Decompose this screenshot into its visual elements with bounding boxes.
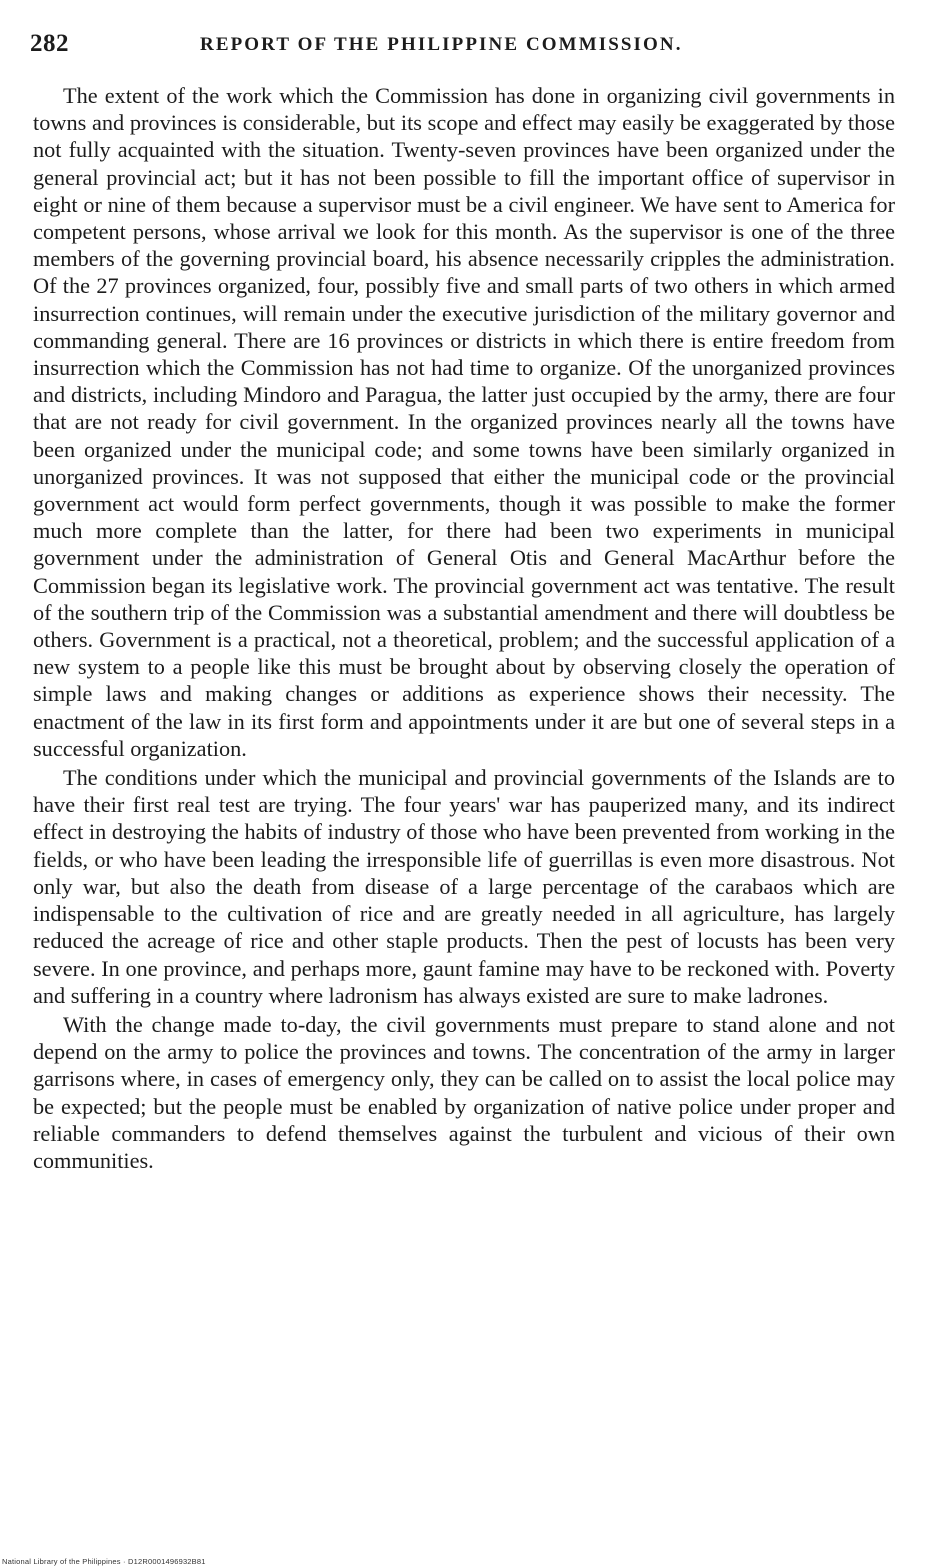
paragraph-organization: The extent of the work which the Commission has done in organizing civil governments in towns and provinces is considerable, but its scope and effect may easily be exaggerated by those not fully acquainted with the situation. Twenty-seven provinces have been organized under the general provincial act; but it has not been possible to fill the important office of supervisor in eight or nine of them because a supervisor must be a civil engineer. We have sent to America for competent persons, whose arrival we look for this month. As the supervisor is one of the three members of the governing provincial board, his absence necessarily cripples the administration. Of the 27 provinces organized, four, possibly five and small parts of two others in which armed insurrection continues, will remain under the executive jurisdiction of the military governor and commanding general. There are 16 provinces or districts in which there is entire freedom from insurrection which the Commission has not had time to organize. Of the unorganized provinces and districts, including Mindoro and Paragua, the latter just occupied by the army, there are four that are not ready for civil government. In the organized provinces nearly all the towns have been organized under the municipal code; and some towns have been similarly organized in unorganized provinces. It was not supposed that either the municipal code or the provincial government act would form perfect governments, though it was possible to make the former much more complete than the latter, for there had been two experiments in municipal government under the administration of General Otis and General MacArthur before the Commission began its legislative work. The provincial government act was tentative. The result of the southern trip of the Commission was a substantial amendment and there will doubtless be others. Government is a practical, not a theoretical, problem; and the successful application of a new system to a people like this must be brought about by observing closely the operation of simple laws and making changes or additions as experience shows their necessity. The enactment of the law in its first form and appointments under it are but one of several steps in a successful organization. (33, 83, 895, 761)
page-number: 282 (30, 30, 69, 57)
paragraph-conditions: The conditions under which the municipal and provincial governments of the Islands are to have their first real test are trying. The four years' war has pauperized many, and its indirect effect in destroying the habits of industry of those who have been prevented from working in the fields, or who have been leading the irresponsible life of guerrillas is even more disastrous. Not only war, but also the death from disease of a large percentage of the carabaos which are indispensable to the cultivation of rice and are greatly needed in all agriculture, has largely reduced the acreage of rice and other staple products. Then the pest of locusts has been very severe. In one province, and perhaps more, gaunt famine may have to be reckoned with. Poverty and suffering in a country where ladronism has always existed are sure to make ladrones. (33, 765, 895, 1008)
paragraph-civil-governments: With the change made to-day, the civil governments must prepare to stand alone and not depend on the army to police the provinces and towns. The concentration of the army in larger garrisons where, in cases of emergency only, they can be called on to assist the local police may be expected; but the people must be enabled by organization of native police under proper and reliable commanders to defend themselves against the turbulent and vicious of their own communities. (33, 1011, 895, 1173)
library-stamp: National Library of the Philippines · D12R0001496932B81 (2, 1557, 206, 1566)
page-header (30, 30, 896, 60)
running-head: REPORT OF THE PHILIPPINE COMMISSION. (200, 34, 683, 55)
body-text (33, 82, 895, 1176)
